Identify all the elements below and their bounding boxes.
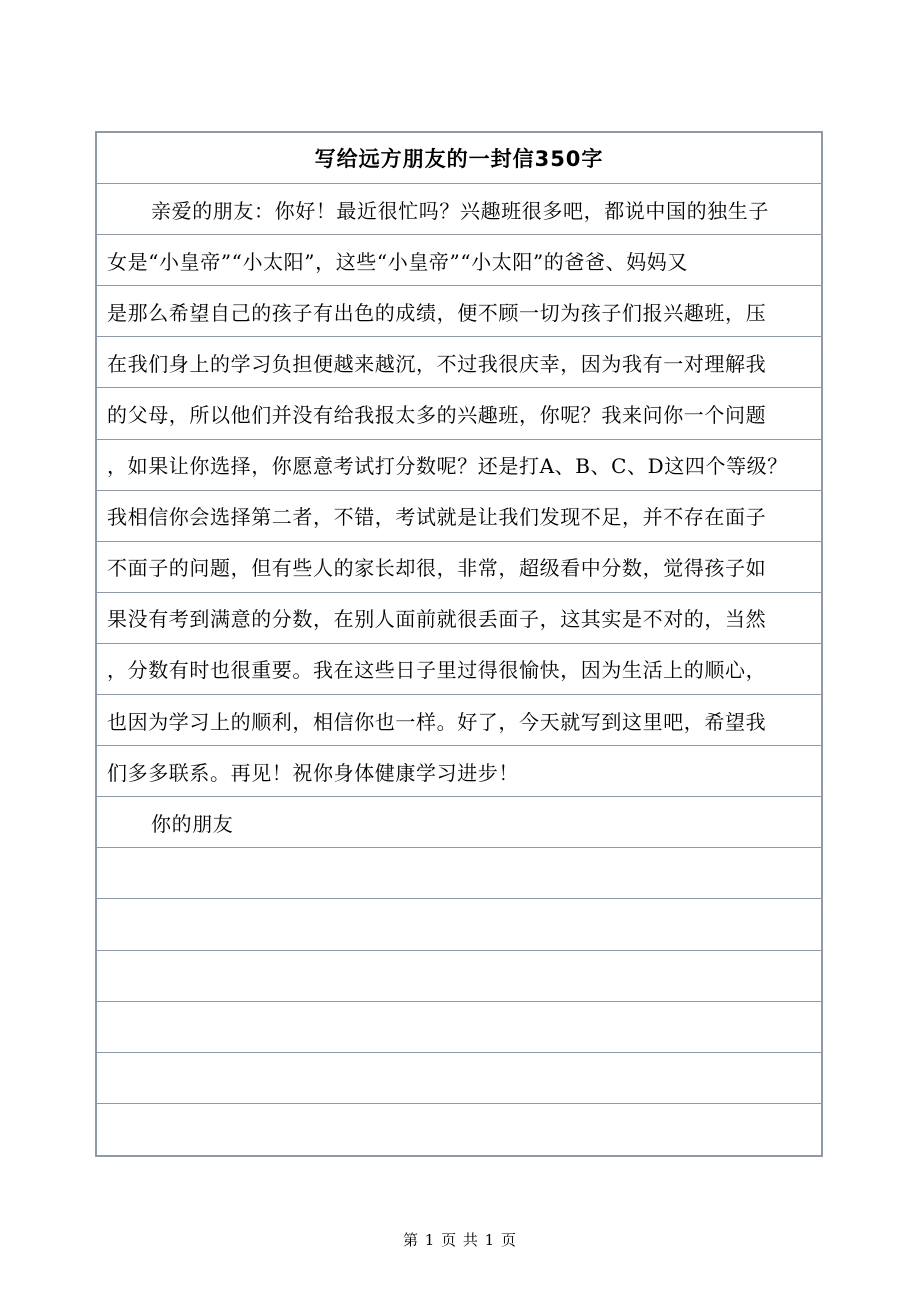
blank-line <box>97 899 821 950</box>
text-line: 不面子的问题，但有些人的家长却很，非常，超级看中分数，觉得孩子如 <box>97 542 821 593</box>
text-line: 在我们身上的学习负担便越来越沉，不过我很庆幸，因为我有一对理解我 <box>97 337 821 388</box>
text-line: 也因为学习上的顺利，相信你也一样。好了，今天就写到这里吧，希望我 <box>97 695 821 746</box>
text-line: ，如果让你选择，你愿意考试打分数呢？还是打A、B、C、D这四个等级？ <box>97 440 821 491</box>
text-line <box>97 184 821 235</box>
blank-line <box>97 1002 821 1053</box>
text-line-content: 亲爱的朋友：你好！最近很忙吗？兴趣班很多吧，都说中国的独生子 <box>151 198 769 223</box>
blank-line <box>97 1053 821 1104</box>
blank-line <box>97 951 821 1002</box>
text-line: 的父母，所以他们并没有给我报太多的兴趣班，你呢？我来问你一个问题 <box>97 388 821 439</box>
signature-line <box>97 797 821 848</box>
text-line: 女是“小皇帝”“小太阳”，这些“小皇帝”“小太阳”的爸爸、妈妈又 <box>97 235 821 286</box>
page-number: 第 1 页 共 1 页 <box>403 1231 517 1249</box>
text-line: 我相信你会选择第二者，不错，考试就是让我们发现不足，并不存在面子 <box>97 491 821 542</box>
blank-line <box>97 1104 821 1155</box>
text-line: 果没有考到满意的分数，在别人面前就很丢面子，这其实是不对的，当然 <box>97 593 821 644</box>
text-line: 们多多联系。再见！祝你身体健康学习进步！ <box>97 746 821 797</box>
text-line: 是那么希望自己的孩子有出色的成绩，便不顾一切为孩子们报兴趣班，压 <box>97 286 821 337</box>
letter-title: 写给远方朋友的一封信350字 <box>97 133 821 184</box>
letter-sheet <box>95 131 823 1157</box>
text-line: ，分数有时也很重要。我在这些日子里过得很愉快，因为生活上的顺心， <box>97 644 821 695</box>
blank-line <box>97 848 821 899</box>
signature: 你的朋友 <box>151 811 234 836</box>
